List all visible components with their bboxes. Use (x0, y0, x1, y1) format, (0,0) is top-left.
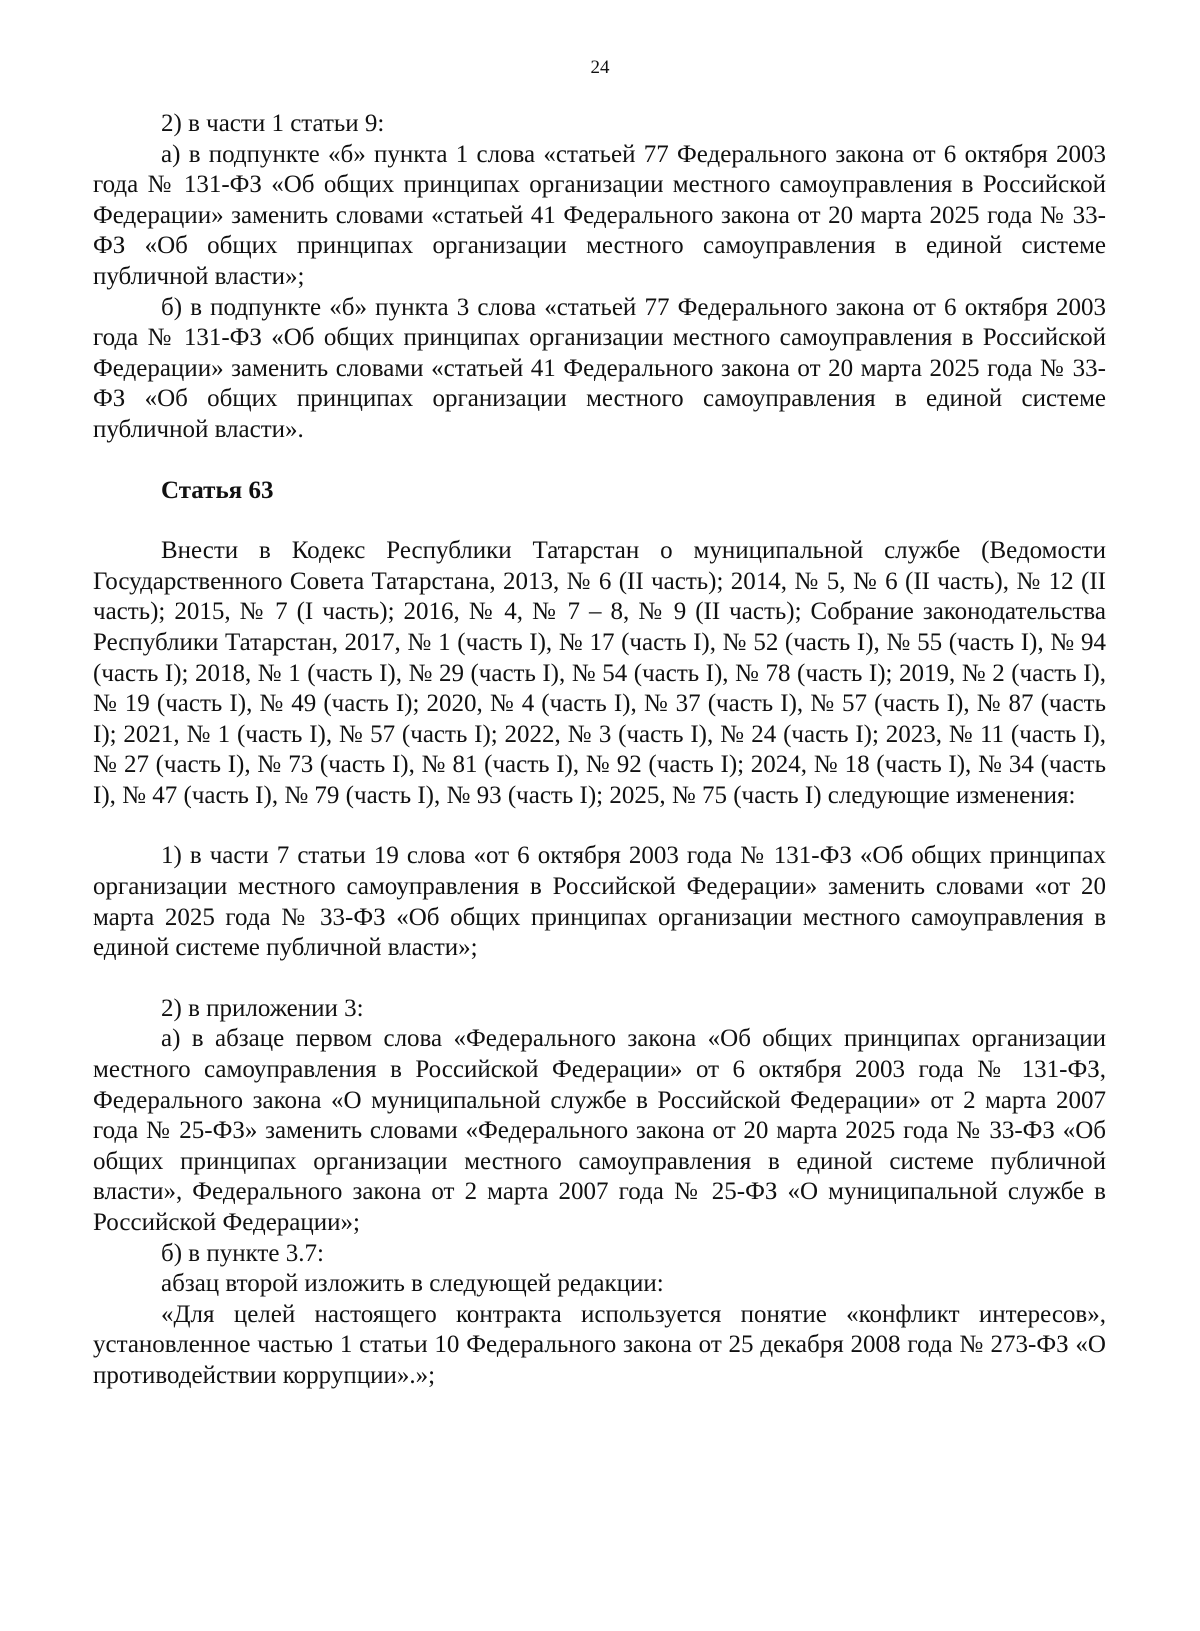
page-number: 24 (590, 57, 610, 78)
second-paragraph-instruction: абзац второй изложить в следующей редакции: (161, 1270, 664, 1298)
subitem-b-point-3-7: б) в пункте 3.7: (161, 1239, 324, 1267)
subitem-b-point-3: б) в подпункте «б» пункта 3 слова «статьей 77 Федерального закона от 6 октября 2003 года № 131-ФЗ «Об общих принципах организации местного самоуправления в Российской Федерации» заменить словами «статьей 41 Федерального закона от 20 марта 2025 года № 33-ФЗ «Об общих принципах организации местного самоуправления в единой системе публичной власти». (93, 293, 1106, 443)
subitem-a-first-paragraph: а) в абзаце первом слова «Федерального закона «Об общих принципах организации местного самоуправления в Российской Федерации» от 6 октября 2003 года № 131-ФЗ, Федерального закона «О муниципальной службе в Российской Федерации» от 2 марта 2007 года № 25-ФЗ» заменить словами «Федерального закона от 20 марта 2025 года № 33-ФЗ «Об общих принципах организации местного самоуправления в единой системе публичной власти», Федерального закона от 2 марта 2007 года № 25-ФЗ «О муниципальной службе в Российской Федерации»; (93, 1025, 1106, 1236)
item-2-appendix-3: 2) в приложении 3: (161, 994, 364, 1022)
item-2-article-9: 2) в части 1 статьи 9: (161, 110, 385, 137)
item-1-article-19: 1) в части 7 статьи 19 слова «от 6 октября 2003 года № 131-ФЗ «Об общих принципах организации местного самоуправления в Российской Федерации» заменить словами «от 20 марта 2025 года № 33-ФЗ «Об общих принципах организации местного самоуправления в единой системе публичной власти»; (93, 842, 1106, 962)
subitem-a-point-1: а) в подпункте «б» пункта 1 слова «статьей 77 Федерального закона от 6 октября 2003 года № 131-ФЗ «Об общих принципах организации местного самоуправления в Российской Федерации» заменить словами «статьей 41 Федерального закона от 20 марта 2025 года № 33-ФЗ «Об общих принципах организации местного самоуправления в единой системе публичной власти»; (93, 140, 1106, 290)
article-63-intro: Внести в Кодекс Республики Татарстан о муниципальной службе (Ведомости Государственного Совета Татарстана, 2013, № 6 (II часть); 2014, № 5, № 6 (II часть), № 12 (II часть); 2015, № 7 (I часть); 2016, № 4, № 7 – 8, № 9 (II часть); Собрание законодательства Республики Татарстан, 2017, № 1 (часть I), № 17 (часть I), № 52 (часть I), № 55 (часть I), № 94 (часть I); 2018, № 1 (часть I), № 29 (часть I), № 54 (часть I), № 78 (часть I); 2019, № 2 (часть I), № 19 (часть I), № 49 (часть I); 2020, № 4 (часть I), № 37 (часть I), № 57 (часть I), № 87 (часть I); 2021, № 1 (часть I), № 57 (часть I); 2022, № 3 (часть I), № 24 (часть I); 2023, № 11 (часть I), № 27 (часть I), № 73 (часть I), № 81 (часть I), № 92 (часть I); 2024, № 18 (часть I), № 34 (часть I), № 47 (часть I), № 79 (часть I), № 93 (часть I); 2025, № 75 (часть I) следующие изменения: (93, 537, 1106, 809)
new-paragraph-text: «Для целей настоящего контракта используется понятие «конфликт интересов», установленное частью 1 статьи 10 Федерального закона от 25 декабря 2008 года № 273-ФЗ «О противодействии коррупции».»; (93, 1300, 1106, 1389)
document-body (93, 109, 1106, 1392)
article-heading: Статья 63 (161, 476, 274, 504)
